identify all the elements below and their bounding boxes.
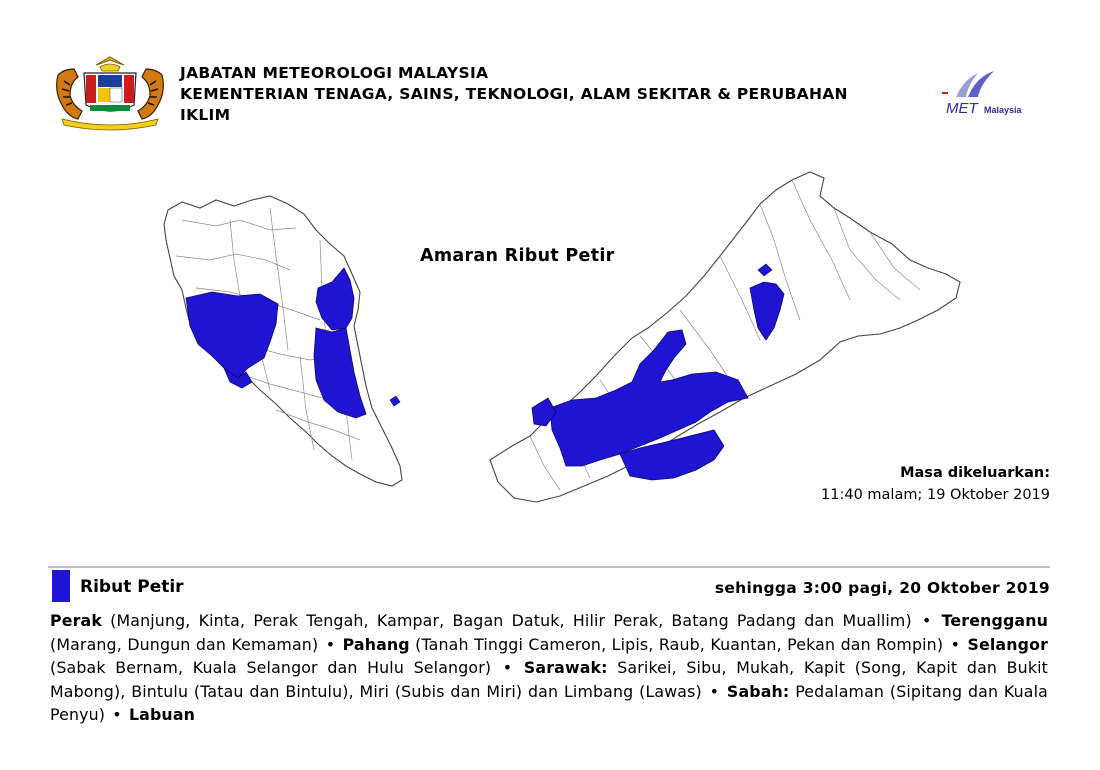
legend-row [48, 570, 1050, 602]
area-state: Selangor [967, 634, 1049, 654]
thunderstorm-swatch [52, 570, 70, 602]
borneo-malaysia [490, 172, 960, 502]
met-malaysia-logo-icon [938, 67, 1050, 119]
issued-time: 11:40 malam; 19 Oktober 2019 [821, 487, 1050, 503]
area-detail: (Sabak Bernam, Kuala Selangor dan Hulu Selangor) [50, 658, 492, 677]
area-state: Labuan [128, 705, 196, 724]
org-name-line-1: JABATAN METEOROLOGI MALAYSIA [180, 64, 489, 82]
separator-dot: • [921, 611, 932, 630]
separator-dot: • [325, 634, 336, 654]
valid-until: sehingga 3:00 pagi, 20 Oktober 2019 [714, 579, 1050, 597]
affected-areas-text [50, 609, 1048, 727]
separator-dot: • [502, 658, 513, 677]
separator-dot: • [709, 681, 720, 701]
met-logo-text-small: Malaysia [984, 105, 1022, 115]
issued-time-block [821, 462, 1050, 506]
area-detail: Sarikei, Sibu, Mukah, Kapit (Song, Kapit dan Bukit Mabong), Bintulu (Tatau dan Bintulu), Miri (Subis dan Miri) dan Limbang (Lawas) [50, 658, 1049, 701]
area-detail: (Manjung, Kinta, Perak Tengah, Kampar, Bagan Datuk, Hilir Perak, Batang Padang dan Muallim) [102, 611, 912, 630]
area-detail: (Tanah Tinggi Cameron, Lipis, Raub, Kuantan, Pekan dan Rompin) [409, 634, 944, 654]
area-state: Terengganu [941, 611, 1049, 630]
issued-label: Masa dikeluarkan: [900, 465, 1050, 481]
org-name-line-2: KEMENTERIAN TENAGA, SAINS, TEKNOLOGI, ALAM SEKITAR & PERUBAHAN [180, 85, 848, 103]
met-logo-text-big: MET [946, 100, 978, 117]
org-name-line-3: IKLIM [180, 106, 231, 124]
area-detail: Pedalaman (Sipitang dan Kuala Penyu) [50, 681, 1049, 724]
separator-dot: • [112, 705, 122, 724]
section-divider [48, 566, 1050, 568]
area-state: Pahang [342, 634, 410, 654]
area-state: Sabah: [726, 681, 790, 701]
page-header [48, 55, 1058, 135]
area-detail: (Marang, Dungun dan Kemaman) [50, 634, 319, 654]
island-tioman [390, 396, 400, 406]
area-state: Perak [50, 611, 102, 630]
organization-name [180, 63, 940, 126]
peninsular-malaysia [164, 196, 402, 486]
area-state: Sarawak: [523, 658, 608, 677]
map-title: Amaran Ribut Petir [420, 246, 615, 266]
borneo-outline [490, 172, 960, 502]
legend-label: Ribut Petir [80, 577, 184, 597]
separator-dot: • [950, 634, 961, 654]
malaysia-coat-of-arms-icon [48, 55, 172, 131]
